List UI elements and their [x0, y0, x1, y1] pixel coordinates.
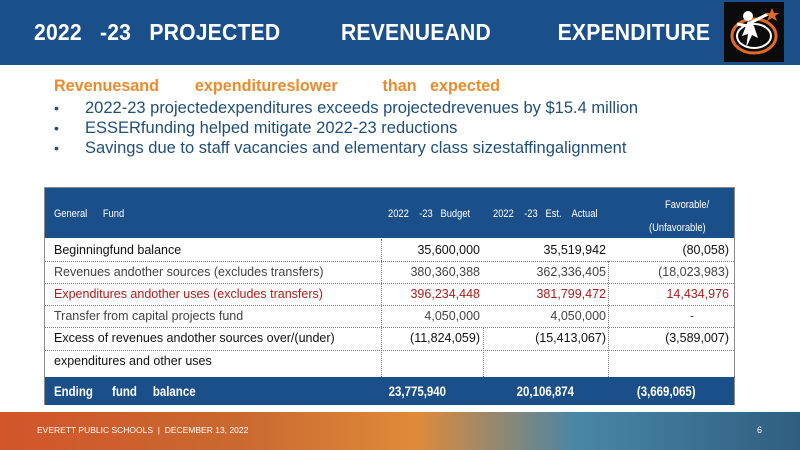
- bullet-item: [54, 118, 638, 138]
- row-label: Transfer from capital projects fund: [54, 309, 244, 323]
- column-divider: [483, 327, 484, 377]
- bullet-item: [54, 138, 638, 158]
- school-logo-icon: [724, 2, 784, 62]
- footer-text: EVERETT PUBLIC SCHOOLS | DECEMBER 13, 2022: [37, 425, 249, 435]
- bullet-marker: •: [54, 120, 59, 136]
- row-label: Revenues andother sources (excludes transfers): [54, 265, 324, 279]
- header-actual: 2022 -23 Est. Actual: [493, 208, 598, 220]
- row-label: Excess of revenues andother sources over/(under): [54, 331, 335, 345]
- row-label-continued: expenditures and other uses: [54, 354, 212, 368]
- bullet-list: [54, 98, 638, 158]
- column-divider: [381, 239, 382, 377]
- budget-cell: 396,234,448: [410, 287, 480, 301]
- general-fund-table: [44, 187, 735, 405]
- variance-cell: 14,434,976: [666, 287, 729, 301]
- header-budget: 2022 -23 Budget: [388, 208, 471, 220]
- page-number: 6: [756, 425, 762, 435]
- budget-cell: (11,824,059): [410, 331, 480, 345]
- title-bar: [0, 0, 800, 65]
- variance-cell: (3,589,007): [665, 331, 729, 345]
- footer-variance-cell: (3,669,065): [637, 383, 696, 399]
- bullet-text: 2022-23 projectedexpenditures exceeds projectedrevenues by $15.4 million: [85, 99, 639, 117]
- table-row: [45, 283, 734, 305]
- row-label: Beginningfund balance: [54, 243, 182, 257]
- actual-cell: 35,519,942: [543, 243, 606, 257]
- actual-cell: (15,413,067): [535, 331, 606, 345]
- actual-cell: 4,050,000: [550, 309, 606, 323]
- bullet-text: ESSERfunding helped mitigate 2022-23 reductions: [85, 119, 458, 137]
- bullet-text: Savings due to staff vacancies and elementary class sizestaffingalignment: [85, 139, 627, 157]
- school-logo: [724, 2, 784, 62]
- footer-actual-cell: 20,106,874: [516, 383, 574, 399]
- actual-cell: 381,799,472: [536, 287, 606, 301]
- budget-cell: 35,600,000: [417, 243, 480, 257]
- budget-cell: 4,050,000: [424, 309, 480, 323]
- header-fund: General Fund: [54, 208, 125, 220]
- table-footer: [45, 377, 734, 405]
- variance-cell: (80,058): [682, 243, 729, 257]
- budget-cell: 380,360,388: [410, 265, 480, 279]
- actual-cell: 362,336,405: [536, 265, 606, 279]
- row-divider: [45, 350, 734, 351]
- table-row: [45, 261, 734, 283]
- bullet-item: [54, 98, 638, 118]
- variance-cell: -: [689, 309, 694, 323]
- table-row: [45, 327, 734, 377]
- table-header: [45, 188, 734, 238]
- footer-label: Ending fund balance: [54, 383, 196, 399]
- table-row: [45, 305, 734, 327]
- footer-budget-cell: 23,775,940: [388, 383, 446, 399]
- variance-cell: (18,023,983): [658, 265, 729, 279]
- header-variance-line2: (Unfavorable): [649, 222, 706, 234]
- slide-title: 2022 -23 PROJECTED REVENUEAND EXPENDITURE: [34, 19, 711, 45]
- bullet-marker: •: [54, 140, 59, 156]
- table-row: [45, 239, 734, 261]
- header-variance-line1: Favorable/: [665, 199, 710, 211]
- column-divider: [608, 261, 609, 377]
- slide-footer: [0, 412, 800, 450]
- row-label: Expenditures andother uses (excludes transfers): [54, 287, 323, 301]
- slide-headline: Revenuesand expenditureslower than expected: [54, 76, 501, 95]
- bullet-marker: •: [54, 100, 59, 116]
